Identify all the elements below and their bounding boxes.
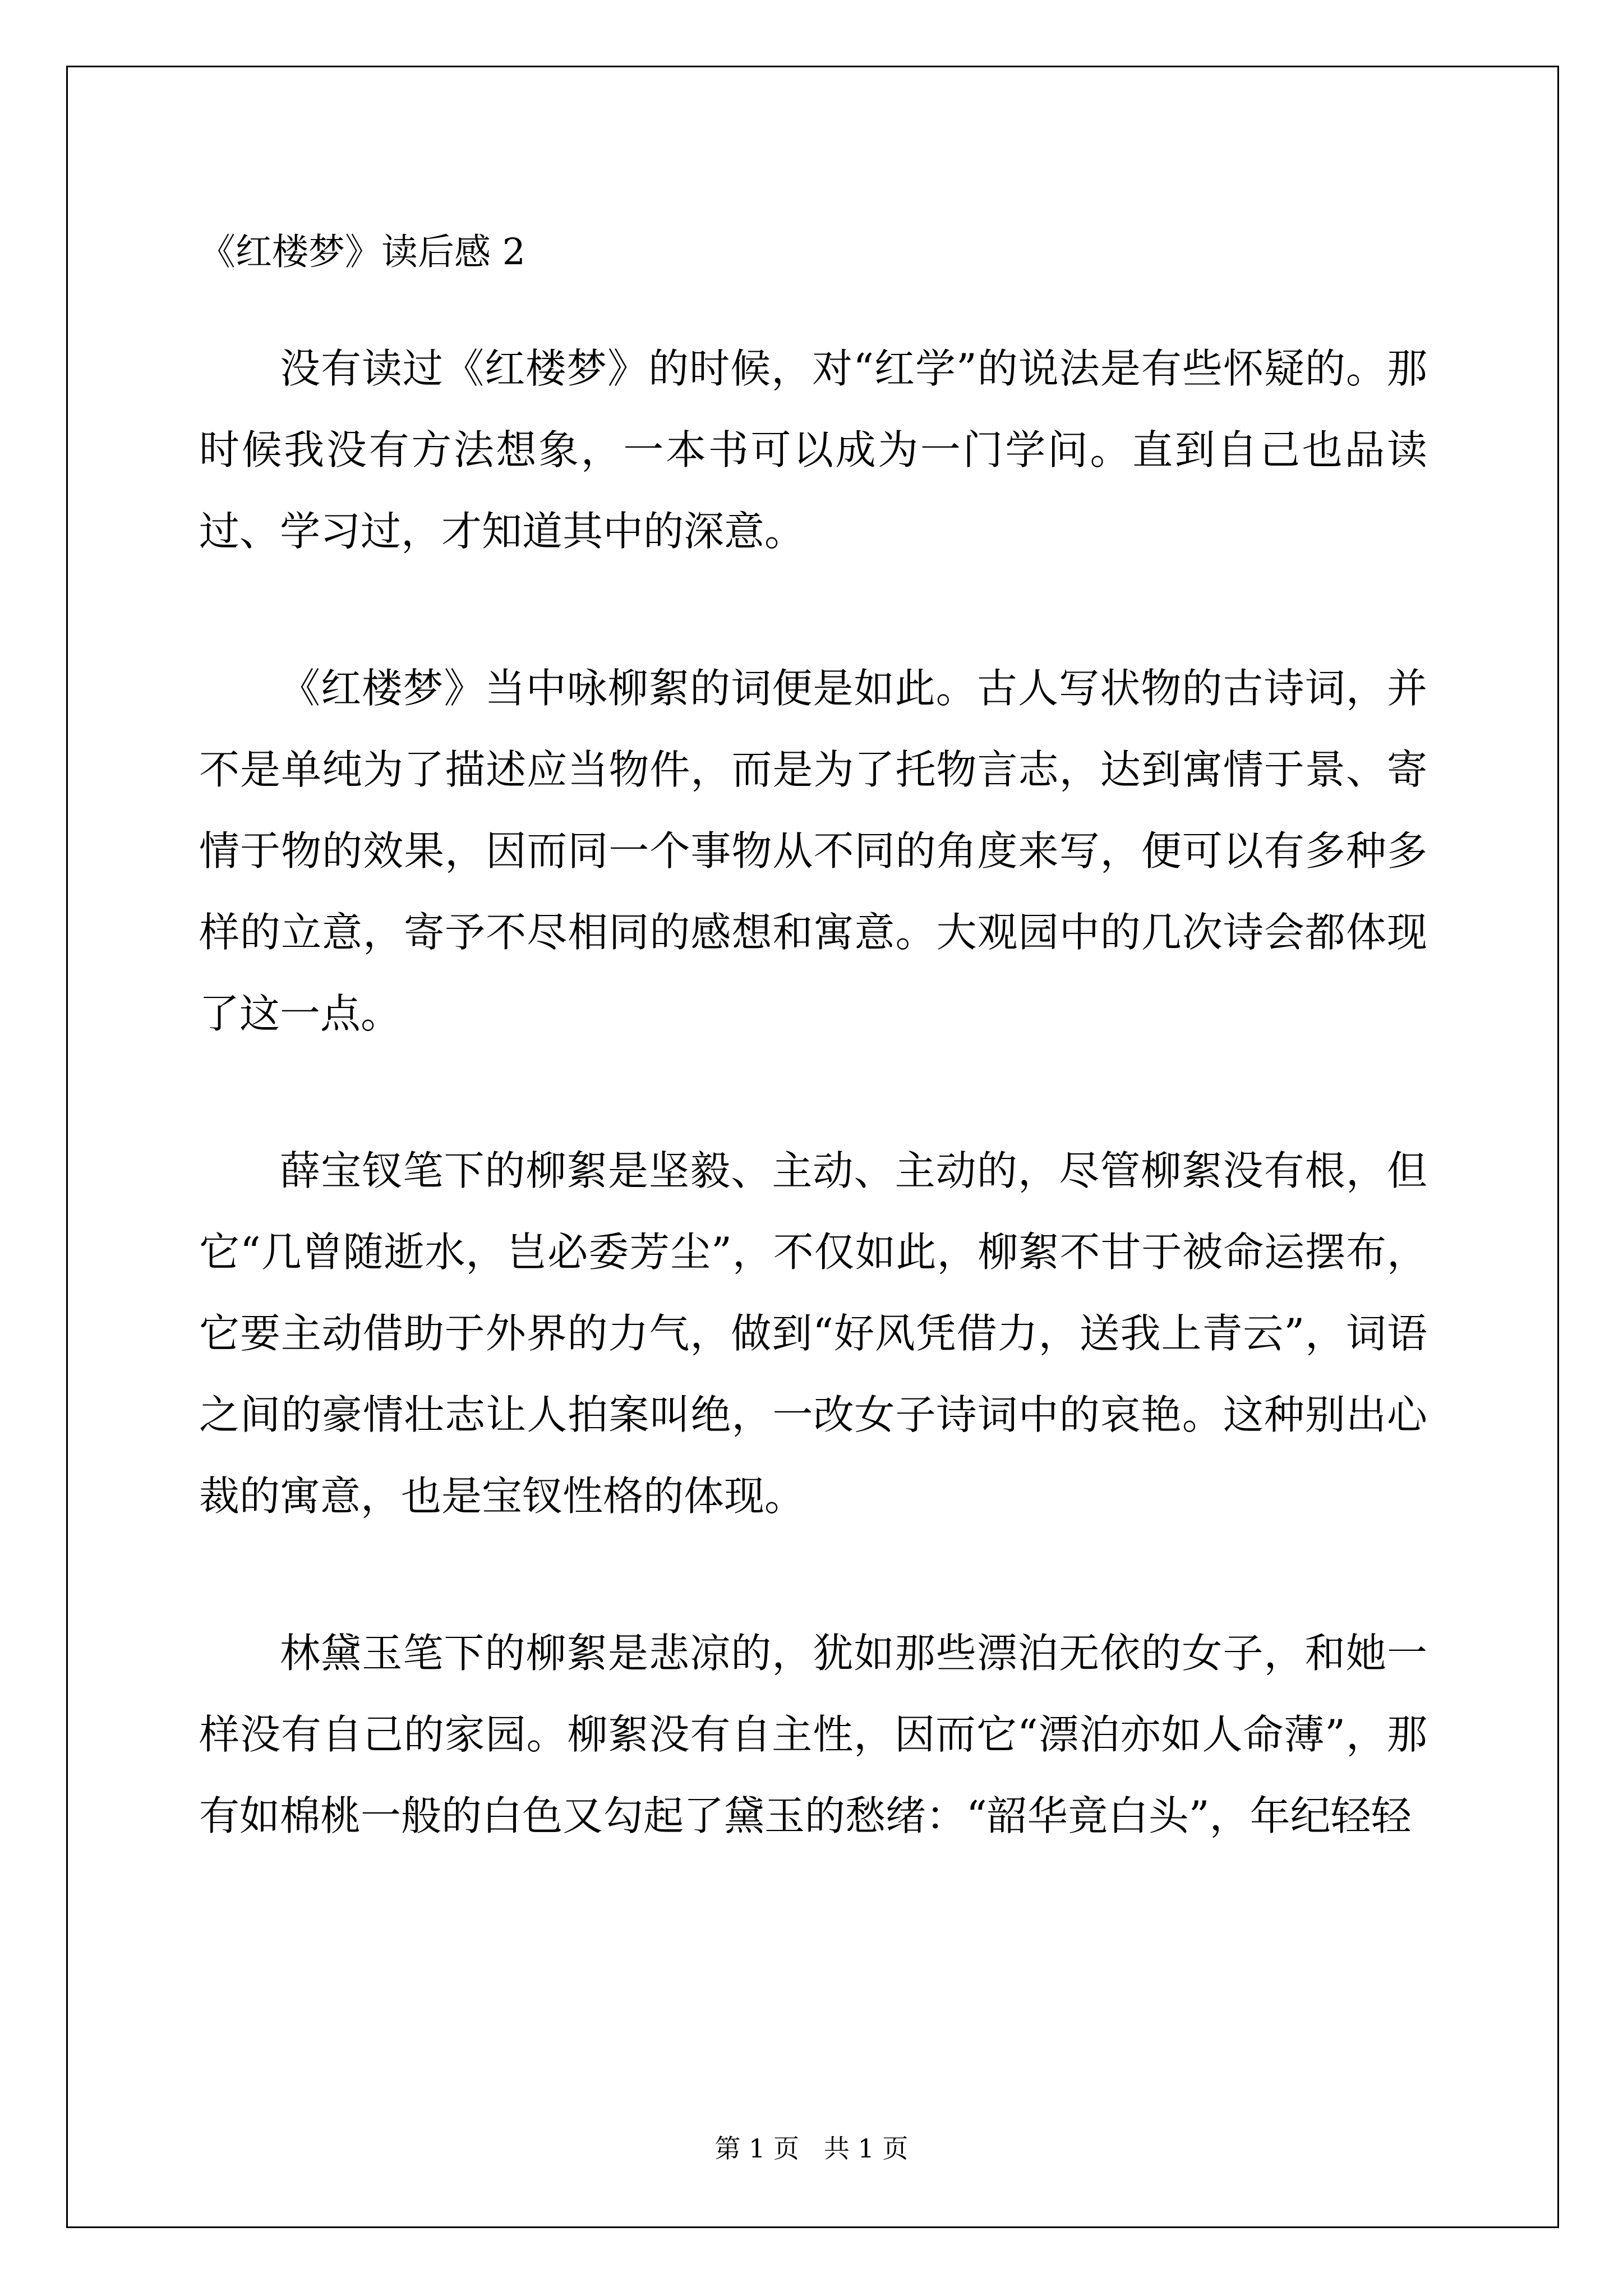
paragraph-4: 林黛玉笔下的柳絮是悲凉的，犹如那些漂泊无依的女子，和她一样没有自己的家园。柳絮没有自主性，因而它“漂泊亦如人命薄”，那有如棉桃一般的白色又勾起了黛玉的愁绪：“韶华竟白头”，年纪轻轻	[199, 1630, 1427, 1839]
paragraph-1: 没有读过《红楼梦》的时候，对“红学”的说法是有些怀疑的。那时候我没有方法想象，一本书可以成为一门学问。直到自己也品读过、学习过，才知道其中的深意。	[199, 345, 1427, 555]
paragraph-2: 《红楼梦》当中咏柳絮的词便是如此。古人写状物的古诗词，并不是单纯为了描述应当物件，而是为了托物言志，达到寓情于景、寄情于物的效果，因而同一个事物从不同的角度来写，便可以有多种多样的立意，寄予不尽相同的感想和寓意。大观园中的几次诗会都体现了这一点。	[199, 665, 1427, 1037]
paragraph-3: 薛宝钗笔下的柳絮是坚毅、主动、主动的，尽管柳絮没有根，但它“几曾随逝水，岂必委芳尘”，不仅如此，柳絮不甘于被命运摆布，它要主动借助于外界的力气，做到“好风凭借力，送我上青云”，词语之间的豪情壮志让人拍案叫绝，一改女子诗词中的哀艳。这种别出心裁的寓意，也是宝钗性格的体现。	[199, 1147, 1427, 1520]
document-body	[199, 222, 1427, 1857]
page-number-footer: 第 1 页 共 1 页	[714, 2133, 909, 2164]
document-title: 《红楼梦》读后感 2	[199, 231, 526, 273]
